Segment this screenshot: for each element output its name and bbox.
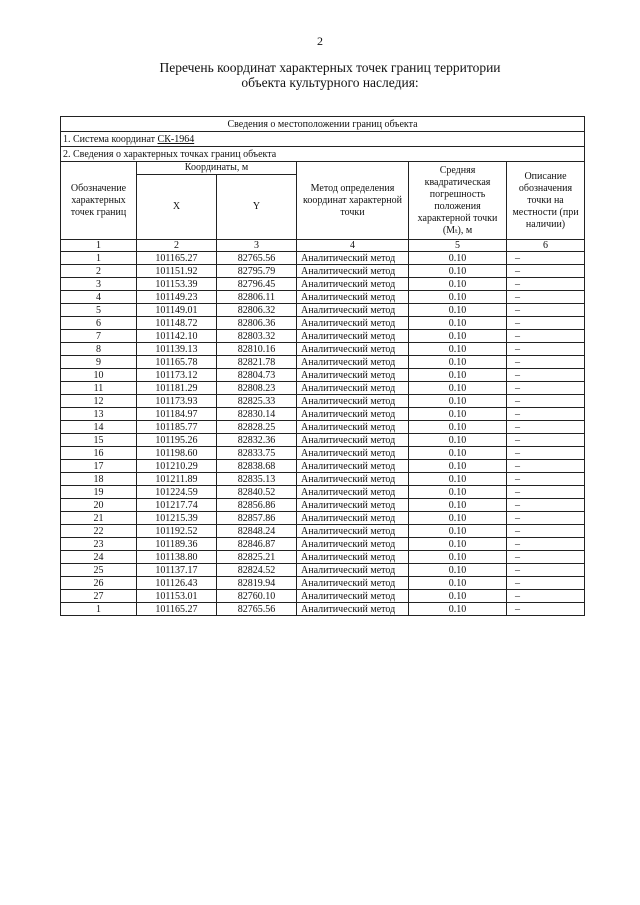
y-coordinate-cell: 82806.32	[217, 304, 297, 317]
method-cell: Аналитический метод	[297, 369, 409, 382]
point-number-cell: 19	[61, 486, 137, 499]
y-coordinate-cell: 82819.94	[217, 577, 297, 590]
coord-system-value: СК-1964	[157, 133, 195, 145]
method-cell: Аналитический метод	[297, 551, 409, 564]
title-line-2: объекта культурного наследия:	[241, 75, 419, 90]
method-cell: Аналитический метод	[297, 512, 409, 525]
y-coordinate-cell: 82835.13	[217, 473, 297, 486]
point-number-cell: 7	[61, 330, 137, 343]
table-row	[61, 265, 585, 278]
point-number-cell: 23	[61, 538, 137, 551]
y-coordinate-cell: 82806.36	[217, 317, 297, 330]
error-cell: 0.10	[409, 577, 507, 590]
description-cell: –	[507, 265, 585, 278]
description-cell: –	[507, 434, 585, 447]
point-number-cell: 16	[61, 447, 137, 460]
y-coordinate-cell: 82840.52	[217, 486, 297, 499]
table-row	[61, 421, 585, 434]
point-number-cell: 17	[61, 460, 137, 473]
points-section-row	[61, 147, 585, 162]
error-cell: 0.10	[409, 551, 507, 564]
method-cell: Аналитический метод	[297, 421, 409, 434]
coord-system-label: 1. Система координат	[63, 133, 158, 145]
description-cell: –	[507, 343, 585, 356]
point-number-cell: 13	[61, 408, 137, 421]
header-description: Описание обозначения точки на местности (при наличии)	[507, 162, 585, 240]
table-row	[61, 486, 585, 499]
error-cell: 0.10	[409, 343, 507, 356]
table-row	[61, 317, 585, 330]
x-coordinate-cell: 101149.23	[137, 291, 217, 304]
table-row	[61, 525, 585, 538]
coord-system-cell	[61, 132, 585, 147]
point-number-cell: 14	[61, 421, 137, 434]
description-cell: –	[507, 421, 585, 434]
method-cell: Аналитический метод	[297, 330, 409, 343]
table-row	[61, 356, 585, 369]
column-number-4: 4	[297, 240, 409, 252]
header-coordinates: Координаты, м	[137, 162, 297, 175]
table-row	[61, 538, 585, 551]
x-coordinate-cell: 101165.27	[137, 252, 217, 265]
method-cell: Аналитический метод	[297, 343, 409, 356]
error-cell: 0.10	[409, 473, 507, 486]
x-coordinate-cell: 101217.74	[137, 499, 217, 512]
page-number: 2	[317, 34, 323, 48]
x-coordinate-cell: 101173.93	[137, 395, 217, 408]
table-row	[61, 499, 585, 512]
method-cell: Аналитический метод	[297, 538, 409, 551]
description-cell: –	[507, 512, 585, 525]
y-coordinate-cell: 82833.75	[217, 447, 297, 460]
description-cell: –	[507, 577, 585, 590]
column-number-5: 5	[409, 240, 507, 252]
y-coordinate-cell: 82760.10	[217, 590, 297, 603]
table-row	[61, 369, 585, 382]
error-cell: 0.10	[409, 408, 507, 421]
method-cell: Аналитический метод	[297, 317, 409, 330]
table-row	[61, 434, 585, 447]
x-coordinate-cell: 101192.52	[137, 525, 217, 538]
description-cell: –	[507, 408, 585, 421]
error-cell: 0.10	[409, 317, 507, 330]
y-coordinate-cell: 82828.25	[217, 421, 297, 434]
description-cell: –	[507, 304, 585, 317]
point-number-cell: 1	[61, 603, 137, 616]
column-number-1: 1	[61, 240, 137, 252]
method-cell: Аналитический метод	[297, 304, 409, 317]
point-number-cell: 22	[61, 525, 137, 538]
point-number-cell: 24	[61, 551, 137, 564]
table-row	[61, 343, 585, 356]
table-row	[61, 278, 585, 291]
description-cell: –	[507, 291, 585, 304]
description-cell: –	[507, 603, 585, 616]
y-coordinate-cell: 82821.78	[217, 356, 297, 369]
y-coordinate-cell: 82825.33	[217, 395, 297, 408]
description-cell: –	[507, 499, 585, 512]
error-cell: 0.10	[409, 564, 507, 577]
y-coordinate-cell: 82803.32	[217, 330, 297, 343]
x-coordinate-cell: 101142.10	[137, 330, 217, 343]
method-cell: Аналитический метод	[297, 473, 409, 486]
x-coordinate-cell: 101165.27	[137, 603, 217, 616]
description-cell: –	[507, 551, 585, 564]
y-coordinate-cell: 82824.52	[217, 564, 297, 577]
error-cell: 0.10	[409, 512, 507, 525]
error-cell: 0.10	[409, 421, 507, 434]
y-coordinate-cell: 82796.45	[217, 278, 297, 291]
point-number-cell: 27	[61, 590, 137, 603]
method-cell: Аналитический метод	[297, 447, 409, 460]
section-title: Сведения о местоположении границ объекта	[61, 117, 585, 132]
description-cell: –	[507, 525, 585, 538]
table-row	[61, 291, 585, 304]
table-row	[61, 408, 585, 421]
x-coordinate-cell: 101185.77	[137, 421, 217, 434]
point-number-cell: 10	[61, 369, 137, 382]
method-cell: Аналитический метод	[297, 291, 409, 304]
x-coordinate-cell: 101139.13	[137, 343, 217, 356]
error-cell: 0.10	[409, 447, 507, 460]
y-coordinate-cell: 82765.56	[217, 252, 297, 265]
error-cell: 0.10	[409, 603, 507, 616]
point-number-cell: 26	[61, 577, 137, 590]
table-row	[61, 551, 585, 564]
point-number-cell: 18	[61, 473, 137, 486]
y-coordinate-cell: 82832.36	[217, 434, 297, 447]
method-cell: Аналитический метод	[297, 356, 409, 369]
x-coordinate-cell: 101215.39	[137, 512, 217, 525]
method-cell: Аналитический метод	[297, 434, 409, 447]
table-row	[61, 382, 585, 395]
x-coordinate-cell: 101165.78	[137, 356, 217, 369]
table-row	[61, 330, 585, 343]
error-cell: 0.10	[409, 265, 507, 278]
y-coordinate-cell: 82808.23	[217, 382, 297, 395]
point-number-cell: 25	[61, 564, 137, 577]
table-row	[61, 304, 585, 317]
x-coordinate-cell: 101184.97	[137, 408, 217, 421]
table-row	[61, 590, 585, 603]
point-number-cell: 11	[61, 382, 137, 395]
description-cell: –	[507, 564, 585, 577]
error-cell: 0.10	[409, 590, 507, 603]
error-cell: 0.10	[409, 434, 507, 447]
description-cell: –	[507, 317, 585, 330]
x-coordinate-cell: 101149.01	[137, 304, 217, 317]
point-number-cell: 4	[61, 291, 137, 304]
description-cell: –	[507, 382, 585, 395]
description-cell: –	[507, 460, 585, 473]
y-coordinate-cell: 82765.56	[217, 603, 297, 616]
title-line-1: Перечень координат характерных точек границ территории	[159, 60, 501, 75]
method-cell: Аналитический метод	[297, 486, 409, 499]
coord-system-row	[61, 132, 585, 147]
method-cell: Аналитический метод	[297, 499, 409, 512]
description-cell: –	[507, 538, 585, 551]
description-cell: –	[507, 447, 585, 460]
x-coordinate-cell: 101153.01	[137, 590, 217, 603]
coordinates-table-container	[60, 116, 584, 616]
y-coordinate-cell: 82806.11	[217, 291, 297, 304]
description-cell: –	[507, 356, 585, 369]
point-number-cell: 9	[61, 356, 137, 369]
error-cell: 0.10	[409, 538, 507, 551]
x-coordinate-cell: 101153.39	[137, 278, 217, 291]
header-method: Метод определения координат характерной точки	[297, 162, 409, 240]
x-coordinate-cell: 101181.29	[137, 382, 217, 395]
x-coordinate-cell: 101211.89	[137, 473, 217, 486]
point-number-cell: 1	[61, 252, 137, 265]
error-cell: 0.10	[409, 525, 507, 538]
error-cell: 0.10	[409, 382, 507, 395]
method-cell: Аналитический метод	[297, 590, 409, 603]
column-numbers-row	[61, 240, 585, 252]
table-row	[61, 564, 585, 577]
column-number-6: 6	[507, 240, 585, 252]
description-cell: –	[507, 278, 585, 291]
point-number-cell: 15	[61, 434, 137, 447]
description-cell: –	[507, 590, 585, 603]
point-number-cell: 6	[61, 317, 137, 330]
error-cell: 0.10	[409, 460, 507, 473]
error-cell: 0.10	[409, 486, 507, 499]
error-cell: 0.10	[409, 304, 507, 317]
table-row	[61, 603, 585, 616]
coordinates-table	[60, 116, 585, 616]
method-cell: Аналитический метод	[297, 382, 409, 395]
point-number-cell: 3	[61, 278, 137, 291]
header-designation: Обозначение характерных точек границ	[61, 162, 137, 240]
column-number-3: 3	[217, 240, 297, 252]
table-row	[61, 512, 585, 525]
header-x: X	[137, 175, 217, 240]
table-row	[61, 473, 585, 486]
column-number-2: 2	[137, 240, 217, 252]
x-coordinate-cell: 101148.72	[137, 317, 217, 330]
description-cell: –	[507, 369, 585, 382]
x-coordinate-cell: 101210.29	[137, 460, 217, 473]
x-coordinate-cell: 101151.92	[137, 265, 217, 278]
header-y: Y	[217, 175, 297, 240]
method-cell: Аналитический метод	[297, 577, 409, 590]
table-row	[61, 447, 585, 460]
x-coordinate-cell: 101189.36	[137, 538, 217, 551]
point-number-cell: 8	[61, 343, 137, 356]
description-cell: –	[507, 486, 585, 499]
method-cell: Аналитический метод	[297, 525, 409, 538]
section-title-row	[61, 117, 585, 132]
point-number-cell: 20	[61, 499, 137, 512]
x-coordinate-cell: 101224.59	[137, 486, 217, 499]
error-cell: 0.10	[409, 499, 507, 512]
x-coordinate-cell: 101126.43	[137, 577, 217, 590]
description-cell: –	[507, 395, 585, 408]
table-row	[61, 460, 585, 473]
error-cell: 0.10	[409, 291, 507, 304]
method-cell: Аналитический метод	[297, 564, 409, 577]
point-number-cell: 2	[61, 265, 137, 278]
method-cell: Аналитический метод	[297, 460, 409, 473]
description-cell: –	[507, 252, 585, 265]
x-coordinate-cell: 101137.17	[137, 564, 217, 577]
y-coordinate-cell: 82804.73	[217, 369, 297, 382]
point-number-cell: 12	[61, 395, 137, 408]
error-cell: 0.10	[409, 252, 507, 265]
y-coordinate-cell: 82830.14	[217, 408, 297, 421]
method-cell: Аналитический метод	[297, 265, 409, 278]
x-coordinate-cell: 101198.60	[137, 447, 217, 460]
x-coordinate-cell: 101173.12	[137, 369, 217, 382]
error-cell: 0.10	[409, 369, 507, 382]
method-cell: Аналитический метод	[297, 395, 409, 408]
table-row	[61, 395, 585, 408]
points-section-label: 2. Сведения о характерных точках границ объекта	[61, 147, 585, 162]
method-cell: Аналитический метод	[297, 252, 409, 265]
document-title	[120, 60, 540, 90]
y-coordinate-cell: 82856.86	[217, 499, 297, 512]
y-coordinate-cell: 82838.68	[217, 460, 297, 473]
point-number-cell: 5	[61, 304, 137, 317]
y-coordinate-cell: 82848.24	[217, 525, 297, 538]
y-coordinate-cell: 82795.79	[217, 265, 297, 278]
method-cell: Аналитический метод	[297, 408, 409, 421]
point-number-cell: 21	[61, 512, 137, 525]
y-coordinate-cell: 82846.87	[217, 538, 297, 551]
header-row-1	[61, 162, 585, 175]
method-cell: Аналитический метод	[297, 278, 409, 291]
method-cell: Аналитический метод	[297, 603, 409, 616]
table-row	[61, 252, 585, 265]
description-cell: –	[507, 330, 585, 343]
x-coordinate-cell: 101195.26	[137, 434, 217, 447]
error-cell: 0.10	[409, 330, 507, 343]
y-coordinate-cell: 82825.21	[217, 551, 297, 564]
description-cell: –	[507, 473, 585, 486]
x-coordinate-cell: 101138.80	[137, 551, 217, 564]
error-cell: 0.10	[409, 356, 507, 369]
y-coordinate-cell: 82810.16	[217, 343, 297, 356]
header-error: Средняя квадратическая погрешность положения характерной точки (Mₜ), м	[409, 162, 507, 240]
error-cell: 0.10	[409, 395, 507, 408]
y-coordinate-cell: 82857.86	[217, 512, 297, 525]
error-cell: 0.10	[409, 278, 507, 291]
table-row	[61, 577, 585, 590]
